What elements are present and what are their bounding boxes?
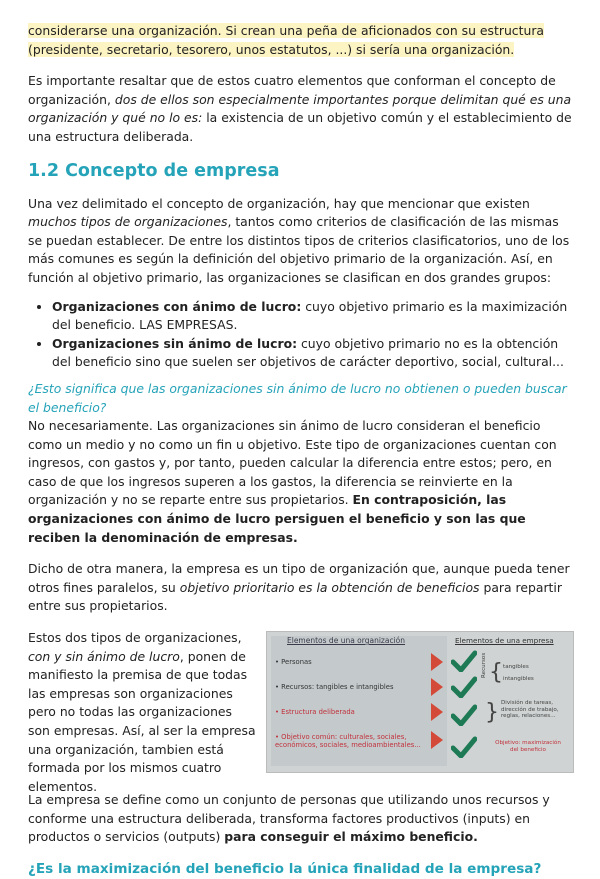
brace-icon: }	[485, 700, 499, 726]
arrow-icon	[431, 653, 443, 671]
figure-item-objetivo: • Objetivo común: culturales, sociales, económicos, sociales, medioambientales...	[275, 733, 421, 750]
checkmark-icon	[451, 676, 477, 698]
question-sin-animo-lucro: ¿Esto significa que las organizaciones sin ánimo de lucro no obtienen o pueden buscar el beneficio?	[28, 380, 567, 415]
bold-term: Organizaciones sin ánimo de lucro:	[52, 335, 298, 351]
bold-term: Organizaciones con ánimo de lucro:	[52, 298, 302, 314]
list-item-text: cuyo objetivo primario no es la obtención del beneficio sino que suelen ser objetivos de carácter deportivo, social, cultural...	[52, 335, 564, 370]
text-run: La empresa se define como un conjunto de personas que utilizando unos recursos y conforme una estructura deliberada, transforma factores productivos (inputs) en productos o servicios (outputs)	[28, 792, 550, 845]
italic-text-run: con y sin ánimo de lucro	[28, 648, 180, 664]
figure-row	[28, 629, 574, 794]
organization-elements-title: Elementos de una organización	[287, 636, 405, 646]
paragraph-intro-highlight	[28, 22, 574, 59]
arrow-icon	[431, 678, 443, 696]
list-item	[52, 298, 574, 335]
text-run: la existencia de un objetivo común y el establecimiento de una estructura deliberada.	[28, 110, 572, 144]
paragraph-sin-animo-lucro	[28, 417, 574, 547]
paragraph-elements-importance	[28, 72, 574, 146]
figure-note-tangibles: tangibles	[503, 664, 529, 671]
highlighted-text: considerarse una organización. Si crean una peña de aficionados con su estructura (presidente, secretario, tesorero, unos estatutos, ...) si sería una organización.	[28, 23, 545, 57]
list-item	[52, 335, 574, 372]
checkmark-icon	[451, 736, 477, 758]
bold-text-run: En contraposición, las organizaciones con ánimo de lucro persiguen el beneficio y son las que reciben la denominación de empresas.	[28, 492, 526, 545]
figure-item-personas: • Personas	[275, 658, 312, 667]
text-run: , tantos como criterios de clasificación de las mismas se puedan establecer. De entre los distintos tipos de criterios clasificatorios, uno de los más comunes es según la definición del objetivo primario de la organización. Así, en función al objetivo primario, las organizaciones se clasifican en dos grandes grupos:	[28, 214, 570, 285]
figure-note-intangibles: intangibles	[503, 676, 534, 683]
text-run: Estos dos tipos de organizaciones,	[28, 630, 242, 646]
italic-text-run: objetivo prioritario es la obtención de beneficios	[179, 579, 480, 595]
paragraph-tipos-organizaciones	[28, 195, 574, 288]
text-run: , ponen de manifiesto la premisa de que todas las empresas son organizaciones pero no todas las organizaciones son empresas. Así, al ser la empresa una organización, tambien está formada por los mismos cuatro elementos.	[28, 648, 256, 794]
text-run: Es importante resaltar que de estos cuatro elementos que conforman el concepto de organización,	[28, 73, 556, 107]
figure-item-recursos: • Recursos: tangibles e intangibles	[275, 683, 394, 692]
paragraph-definicion-empresa	[28, 791, 574, 847]
figure-item-estructura: • Estructura deliberada	[275, 708, 355, 717]
arrow-icon	[431, 703, 443, 721]
text-run: para repartir entre sus propietarios.	[28, 579, 562, 614]
elements-comparison-image	[266, 631, 574, 773]
paragraph-dicho-de-otra-manera	[28, 560, 574, 616]
checkmark-icon	[451, 650, 477, 672]
enterprise-elements-panel	[451, 636, 569, 766]
text-run: Dicho de otra manera, la empresa es un tipo de organización que, aunque pueda tener otros fines paralelos, su	[28, 561, 570, 595]
document-page	[28, 22, 574, 879]
arrow-icon	[431, 731, 443, 749]
section-heading-concepto-empresa: 1.2 Concepto de empresa	[28, 160, 280, 181]
text-run: No necesariamente. Las organizaciones sin ánimo de lucro consideran el beneficio como un medio y no como un fin u objetivo. Este tipo de organizaciones cuentan con ingresos, con gastos y, por tanto, pueden calcular la diferencia entre estos; pero, en caso de que los ingresos superen a los gastos, la diferencia se reinvierte en la organización y no se reparte entre sus propietarios.	[28, 418, 557, 508]
bold-text-run: para conseguir el máximo beneficio.	[224, 829, 478, 845]
text-run: Una vez delimitado el concepto de organización, hay que mencionar que existen	[28, 195, 530, 211]
organization-elements-panel	[271, 636, 447, 766]
paragraph-dos-tipos	[28, 629, 256, 796]
figure-note-recursos: Recursos	[481, 652, 487, 679]
question-heading-maximizacion: ¿Es la maximización del beneficio la única finalidad de la empresa?	[28, 860, 542, 877]
figure-note-estructura: División de tareas, dirección de trabajo, reglas, relaciones...	[501, 700, 559, 720]
italic-text-run: muchos tipos de organizaciones	[28, 214, 228, 230]
list-item-text: cuyo objetivo primario es la maximización del beneficio. LAS EMPRESAS.	[52, 298, 568, 333]
figure-note-objetivo: Objetivo: maximización del beneficio	[495, 740, 561, 753]
italic-text-run: dos de ellos son especialmente importantes porque delimitan qué es una organización y qué no lo es:	[28, 91, 572, 126]
enterprise-elements-title: Elementos de una empresa	[455, 636, 554, 646]
brace-icon: {	[489, 660, 503, 686]
checkmark-icon	[451, 704, 477, 726]
bullet-list-organization-types	[28, 298, 574, 372]
